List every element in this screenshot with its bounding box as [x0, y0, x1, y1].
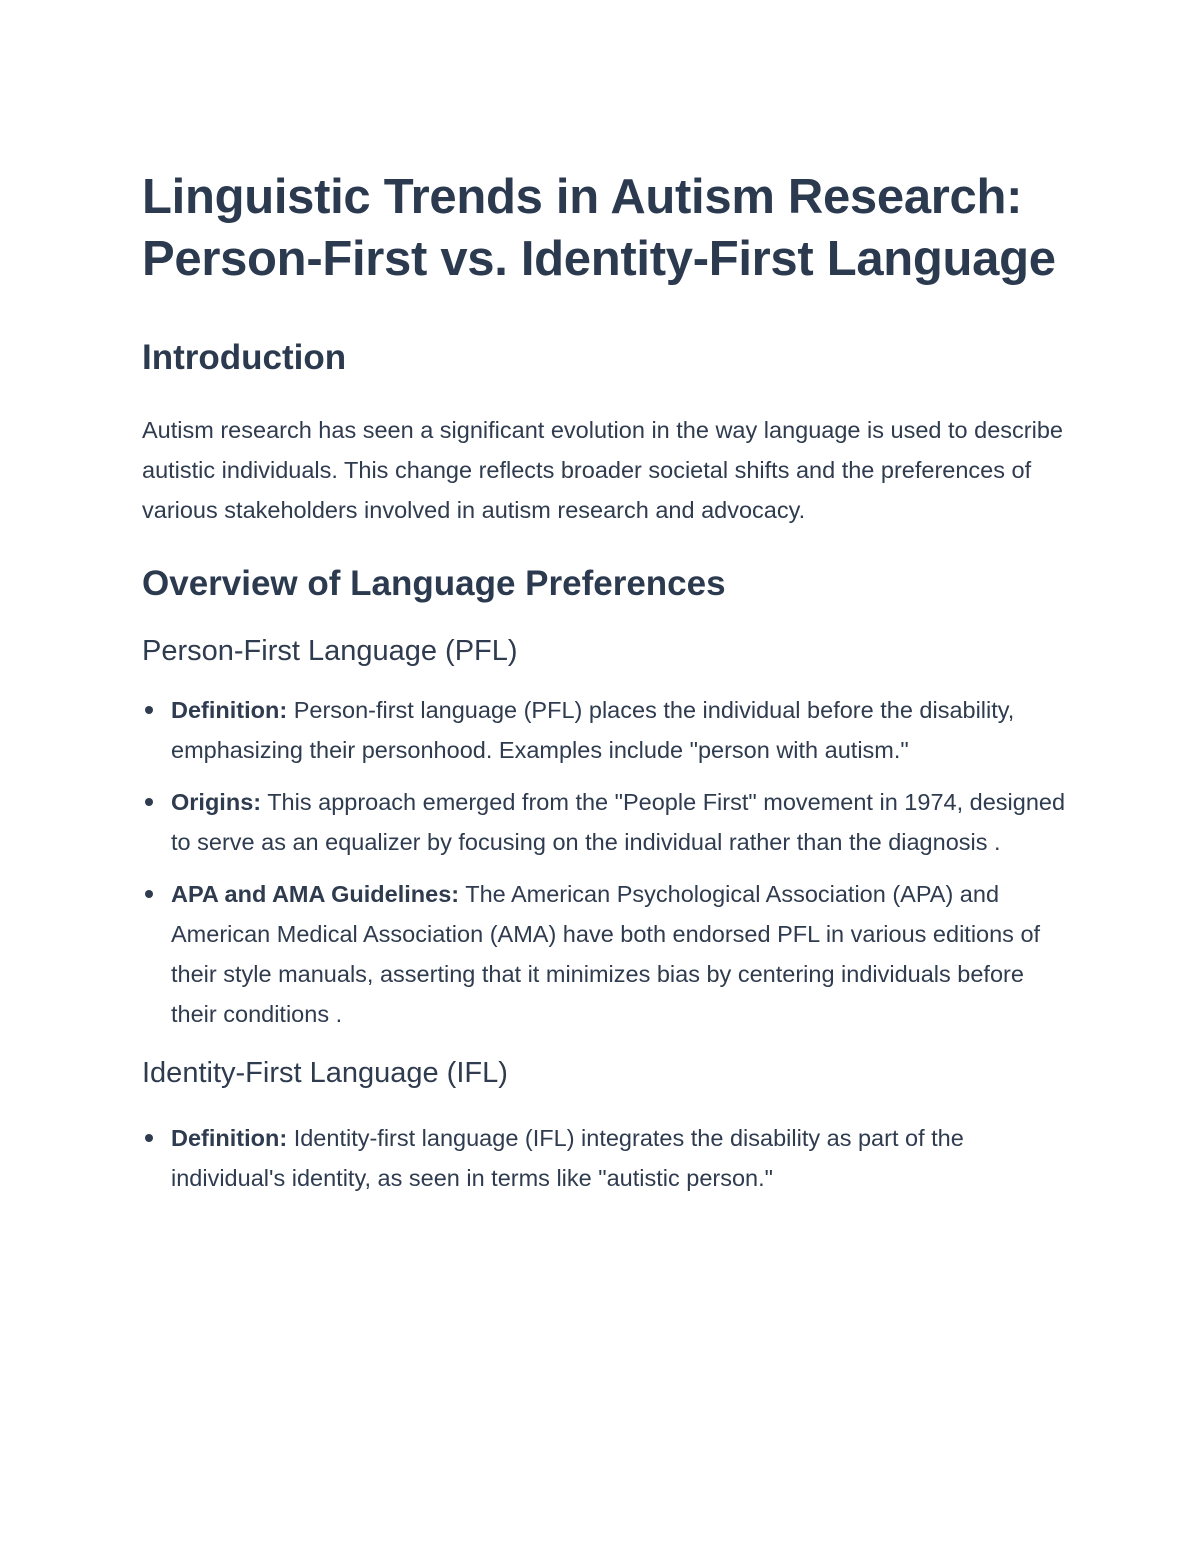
- overview-heading: Overview of Language Preferences: [142, 564, 726, 603]
- list-item-term: Definition:: [171, 1125, 288, 1151]
- list-item-text: This approach emerged from the "People First" movement in 1974, designed to serve as an equalizer by focusing on the individual rather than the diagnosis .: [171, 789, 1066, 855]
- list-item: [142, 874, 1072, 1034]
- introduction-paragraph: Autism research has seen a significant evolution in the way language is used to describe autistic individuals. This change reflects broader societal shifts and the preferences of various stakeholders involved in autism research and advocacy.: [142, 417, 1063, 523]
- document-page: [142, 166, 1072, 1198]
- bullet-icon: [145, 706, 153, 714]
- list-item-text: Identity-first language (IFL) integrates the disability as part of the individual's identity, as seen in terms like "autistic person.": [171, 1125, 964, 1191]
- list-item-text: The American Psychological Association (APA) and American Medical Association (AMA) have both endorsed PFL in various editions of their style manuals, asserting that it minimizes bias by centering individuals before their conditions .: [171, 881, 1041, 1027]
- list-item: [142, 690, 1072, 770]
- document-title: Linguistic Trends in Autism Research: Person-First vs. Identity-First Language: [142, 170, 1056, 286]
- bullet-icon: [145, 1134, 153, 1142]
- list-item-term: Origins:: [171, 789, 262, 815]
- bullet-icon: [145, 890, 153, 898]
- list-item-text: Person-first language (PFL) places the individual before the disability, emphasizing their personhood. Examples include "person with autism.": [171, 697, 1015, 763]
- list-item: [142, 1118, 1072, 1198]
- list-item-term: Definition:: [171, 697, 288, 723]
- bullet-icon: [145, 798, 153, 806]
- ifl-heading: Identity-First Language (IFL): [142, 1057, 508, 1089]
- pfl-heading: Person-First Language (PFL): [142, 635, 518, 667]
- list-item-term: APA and AMA Guidelines:: [171, 881, 460, 907]
- introduction-heading: Introduction: [142, 338, 347, 377]
- ifl-list: [142, 1118, 1072, 1198]
- list-item: [142, 782, 1072, 862]
- pfl-list: [142, 690, 1072, 1034]
